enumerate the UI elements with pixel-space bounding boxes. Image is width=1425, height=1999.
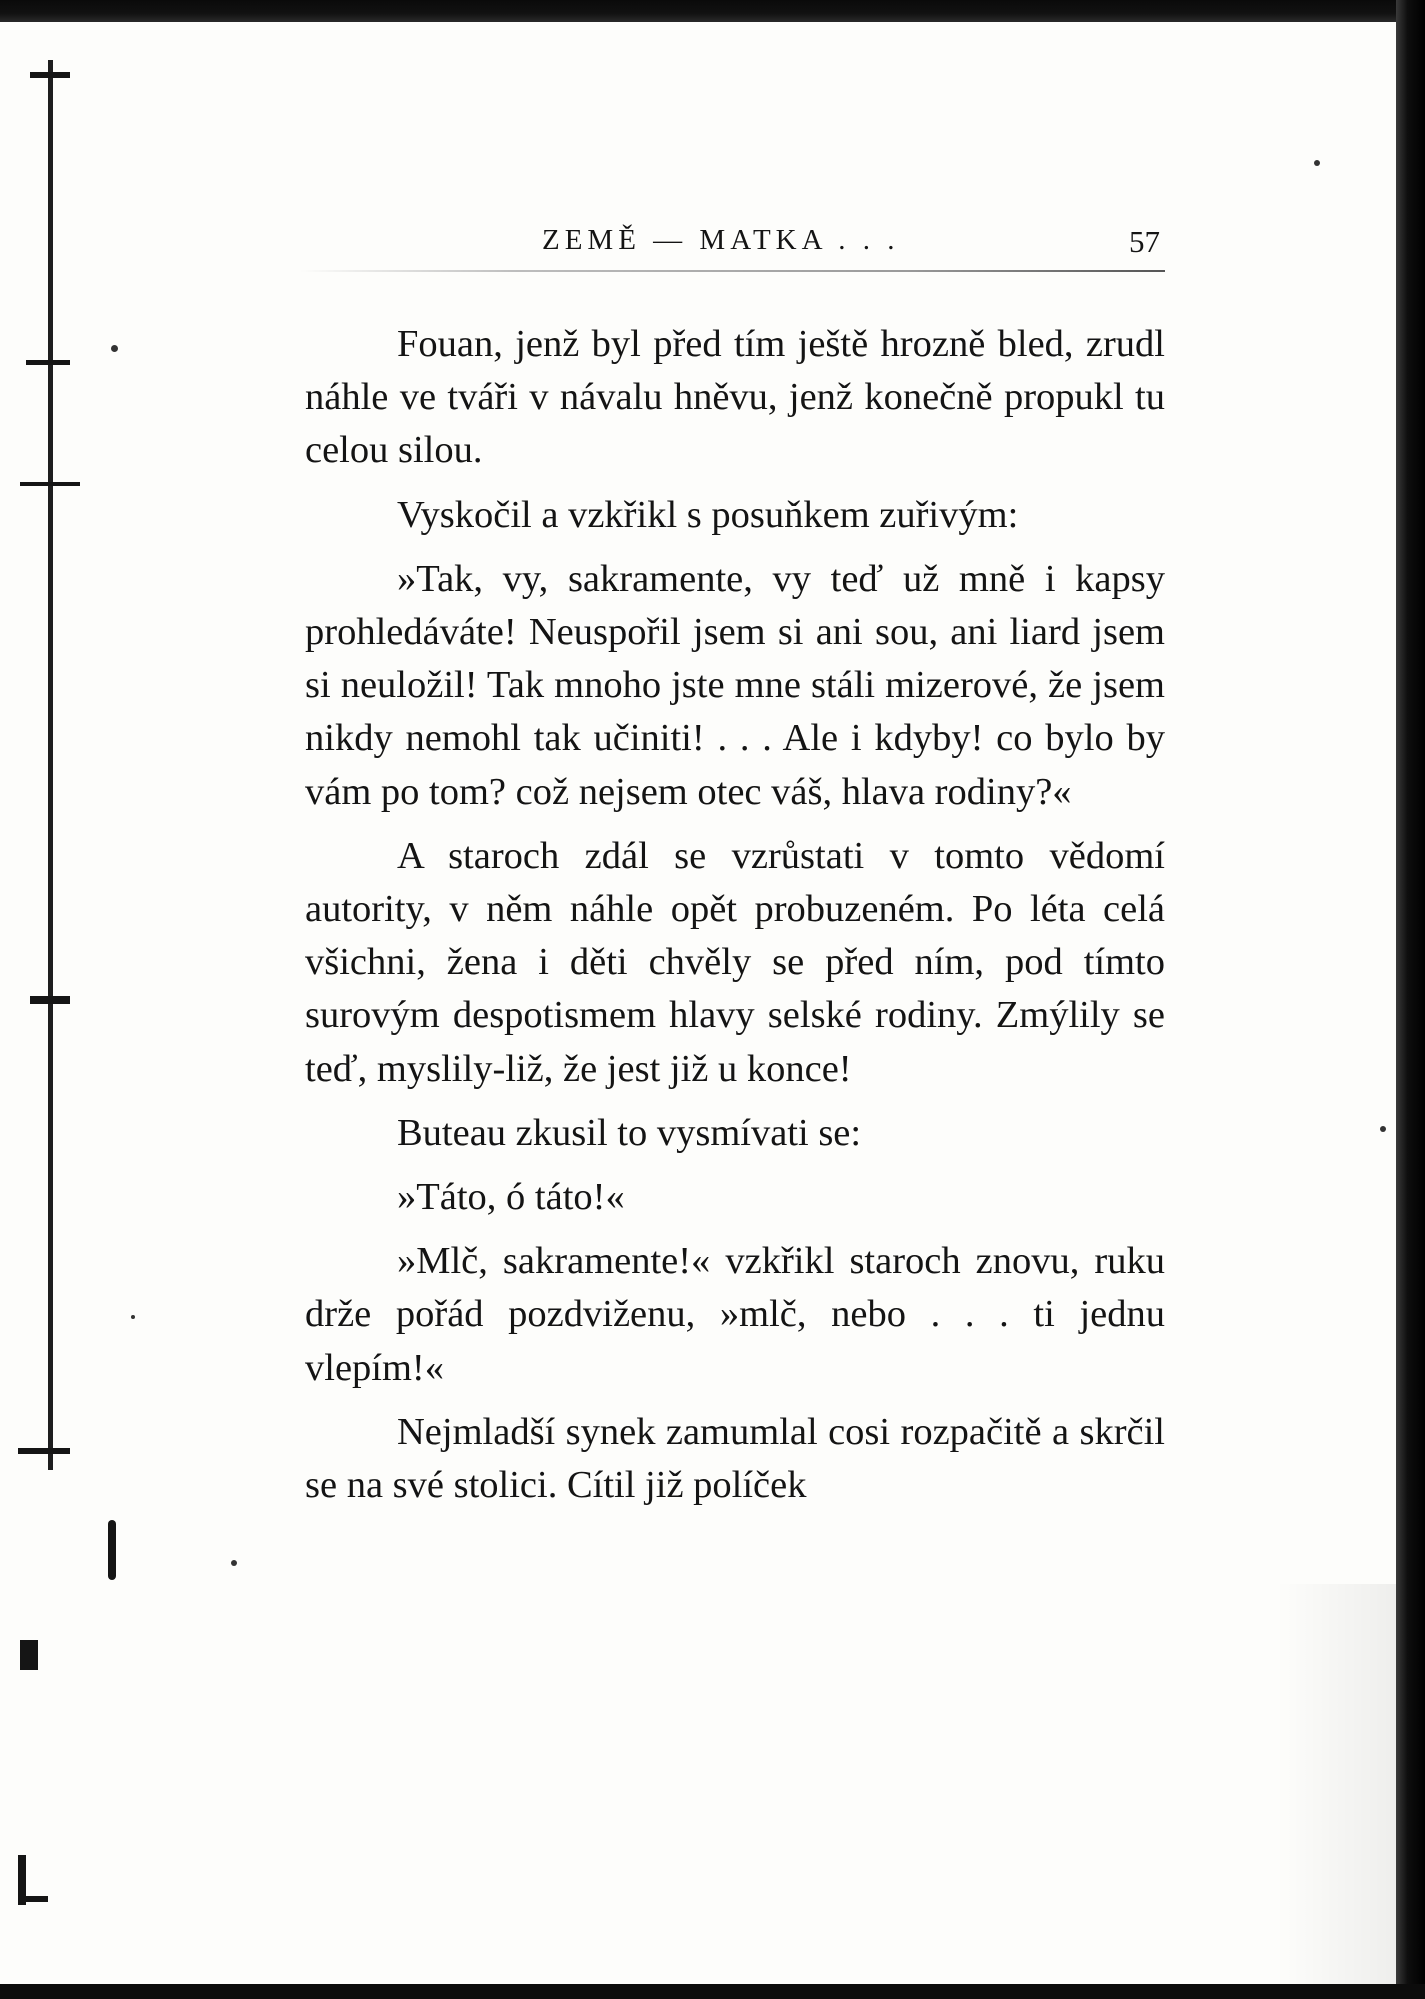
binding-mark bbox=[30, 996, 70, 1004]
binding-mark bbox=[26, 360, 70, 365]
dust-speck bbox=[1314, 160, 1320, 166]
binding-mark bbox=[18, 1896, 48, 1902]
paragraph: A staroch zdál se vzrůstati v tomto vědomí autority, v něm náhle opět probuzeném. Po léta celá všichni, žena i děti chvěly se před ním, pod tímto surovým despotismem hlavy selské rodiny. Zmýlily se teď, myslily-liž, že jest již u konce! bbox=[305, 834, 1165, 1090]
binding-mark bbox=[108, 1520, 116, 1580]
binding-edge bbox=[48, 60, 53, 1470]
dust-speck bbox=[111, 345, 118, 352]
chapter-title: ZEMĚ — MATKA . . . bbox=[542, 224, 900, 256]
dust-speck bbox=[1380, 1126, 1386, 1132]
paragraph: »Mlč, sakramente!« vzkřikl staroch znovu, ruku drže pořád pozdviženu, »mlč, nebo . . . ti jednu vlepím!« bbox=[305, 1240, 1165, 1389]
paragraph: »Tak, vy, sakramente, vy teď už mně i kapsy prohledáváte! Neuspořil jsem si ani sou, ani liard jsem si neuložil! Tak mnoho jste mne stáli mizerové, že jsem nikdy nemohl tak učiniti! . . . Ale i kdyby! co bylo by vám po tom? což nejsem otec váš, hlava rodiny?« bbox=[305, 557, 1165, 813]
binding-mark bbox=[30, 72, 70, 78]
binding-mark bbox=[20, 1640, 38, 1670]
binding-mark bbox=[18, 1448, 70, 1454]
page-number: 57 bbox=[1129, 224, 1160, 259]
paragraph: Buteau zkusil to vysmívati se: bbox=[397, 1111, 862, 1154]
paragraph: Fouan, jenž byl před tím ještě hrozně bled, zrudl náhle ve tváři v návalu hněvu, jenž konečně propukl tu celou silou. bbox=[305, 323, 1165, 472]
paragraph: »Táto, ó táto!« bbox=[397, 1176, 625, 1219]
scan-bottom-edge bbox=[0, 1984, 1425, 1999]
dust-speck bbox=[131, 1315, 135, 1319]
paragraph: Vyskočil a vzkřikl s posuňkem zuřivým: bbox=[397, 493, 1019, 536]
header-rule bbox=[300, 270, 1165, 272]
body-text bbox=[305, 318, 1165, 1523]
binding-mark bbox=[20, 482, 80, 486]
scan-top-edge bbox=[0, 0, 1425, 22]
running-head bbox=[300, 218, 1165, 268]
page-shadow bbox=[1276, 1584, 1396, 1984]
scan-right-edge bbox=[1396, 0, 1425, 1999]
dust-speck bbox=[231, 1560, 237, 1566]
paragraph: Nejmladší synek zamumlal cosi rozpačitě a skrčil se na své stolici. Cítil již políček bbox=[305, 1410, 1165, 1507]
